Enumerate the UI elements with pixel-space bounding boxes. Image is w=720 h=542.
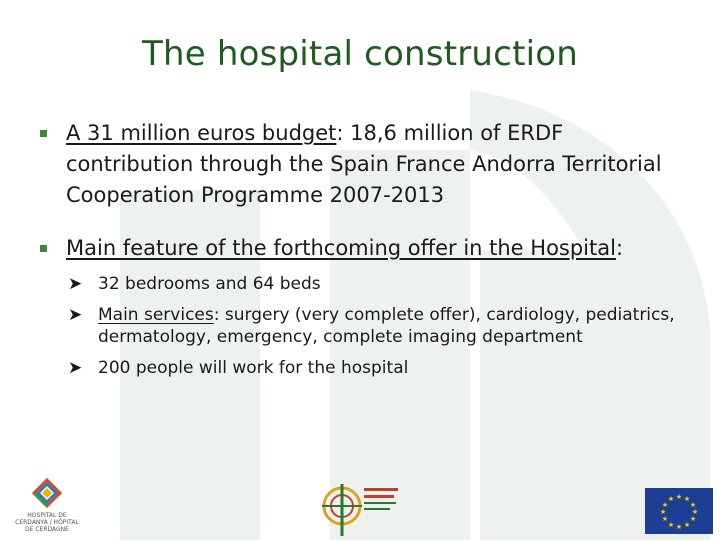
svg-text:★: ★ [689, 515, 697, 523]
slide-content [36, 118, 696, 379]
bullet-marker [40, 130, 47, 137]
svg-text:★: ★ [683, 521, 691, 529]
eu-flag-icon [645, 488, 713, 534]
cooperation-emblem [314, 478, 404, 538]
bullet-feature-text: : [615, 236, 624, 260]
svg-text:★: ★ [689, 501, 697, 509]
arrow-bullet-icon: ➤ [68, 274, 83, 294]
svg-text:★: ★ [675, 493, 683, 501]
sub-item-staff [68, 357, 696, 379]
svg-text:★: ★ [659, 508, 667, 516]
sub-list [36, 273, 696, 379]
svg-text:★: ★ [661, 501, 669, 509]
arrow-bullet-icon: ➤ [68, 358, 83, 378]
svg-text:★: ★ [667, 495, 675, 503]
sub-item-heading: Main services [98, 305, 214, 325]
arrow-bullet-icon: ➤ [68, 305, 83, 325]
svg-text:★: ★ [691, 508, 699, 516]
sub-item-text: 32 bedrooms and 64 beds [98, 274, 321, 294]
hospital-logo-caption: HOSPITAL DE CERDANYA / HÔPITAL DE CERDAGNE [15, 512, 79, 533]
bullet-feature-heading: Main feature of the forthcoming offer in the Hospital [66, 236, 616, 260]
svg-text:★: ★ [661, 515, 669, 523]
sub-item-text: 200 people will work for the hospital [98, 358, 409, 378]
sub-item-services [68, 304, 696, 348]
svg-text:★: ★ [675, 523, 683, 531]
slide-title: The hospital construction [142, 34, 578, 74]
hospital-logo-icon [12, 478, 82, 512]
bullet-budget-heading: A 31 million euros budget [66, 121, 337, 145]
svg-text:★: ★ [667, 521, 675, 529]
sub-item-text: : surgery (very complete offer), cardiology, pediatrics, dermatology, emergency, complete imaging department [98, 305, 675, 347]
svg-text:★: ★ [683, 495, 691, 503]
sub-item-bedrooms [68, 273, 696, 295]
bullet-budget [36, 118, 696, 211]
eu-flag [645, 488, 713, 534]
hospital-logo [12, 478, 82, 534]
bullet-marker [40, 245, 47, 252]
bullet-budget-text: : 18,6 million of ERDF contribution through the Spain France Andorra Territorial Cooperation Programme 2007-2013 [66, 121, 662, 207]
bullet-main-feature [36, 233, 696, 264]
cooperation-emblem-icon [314, 478, 404, 538]
